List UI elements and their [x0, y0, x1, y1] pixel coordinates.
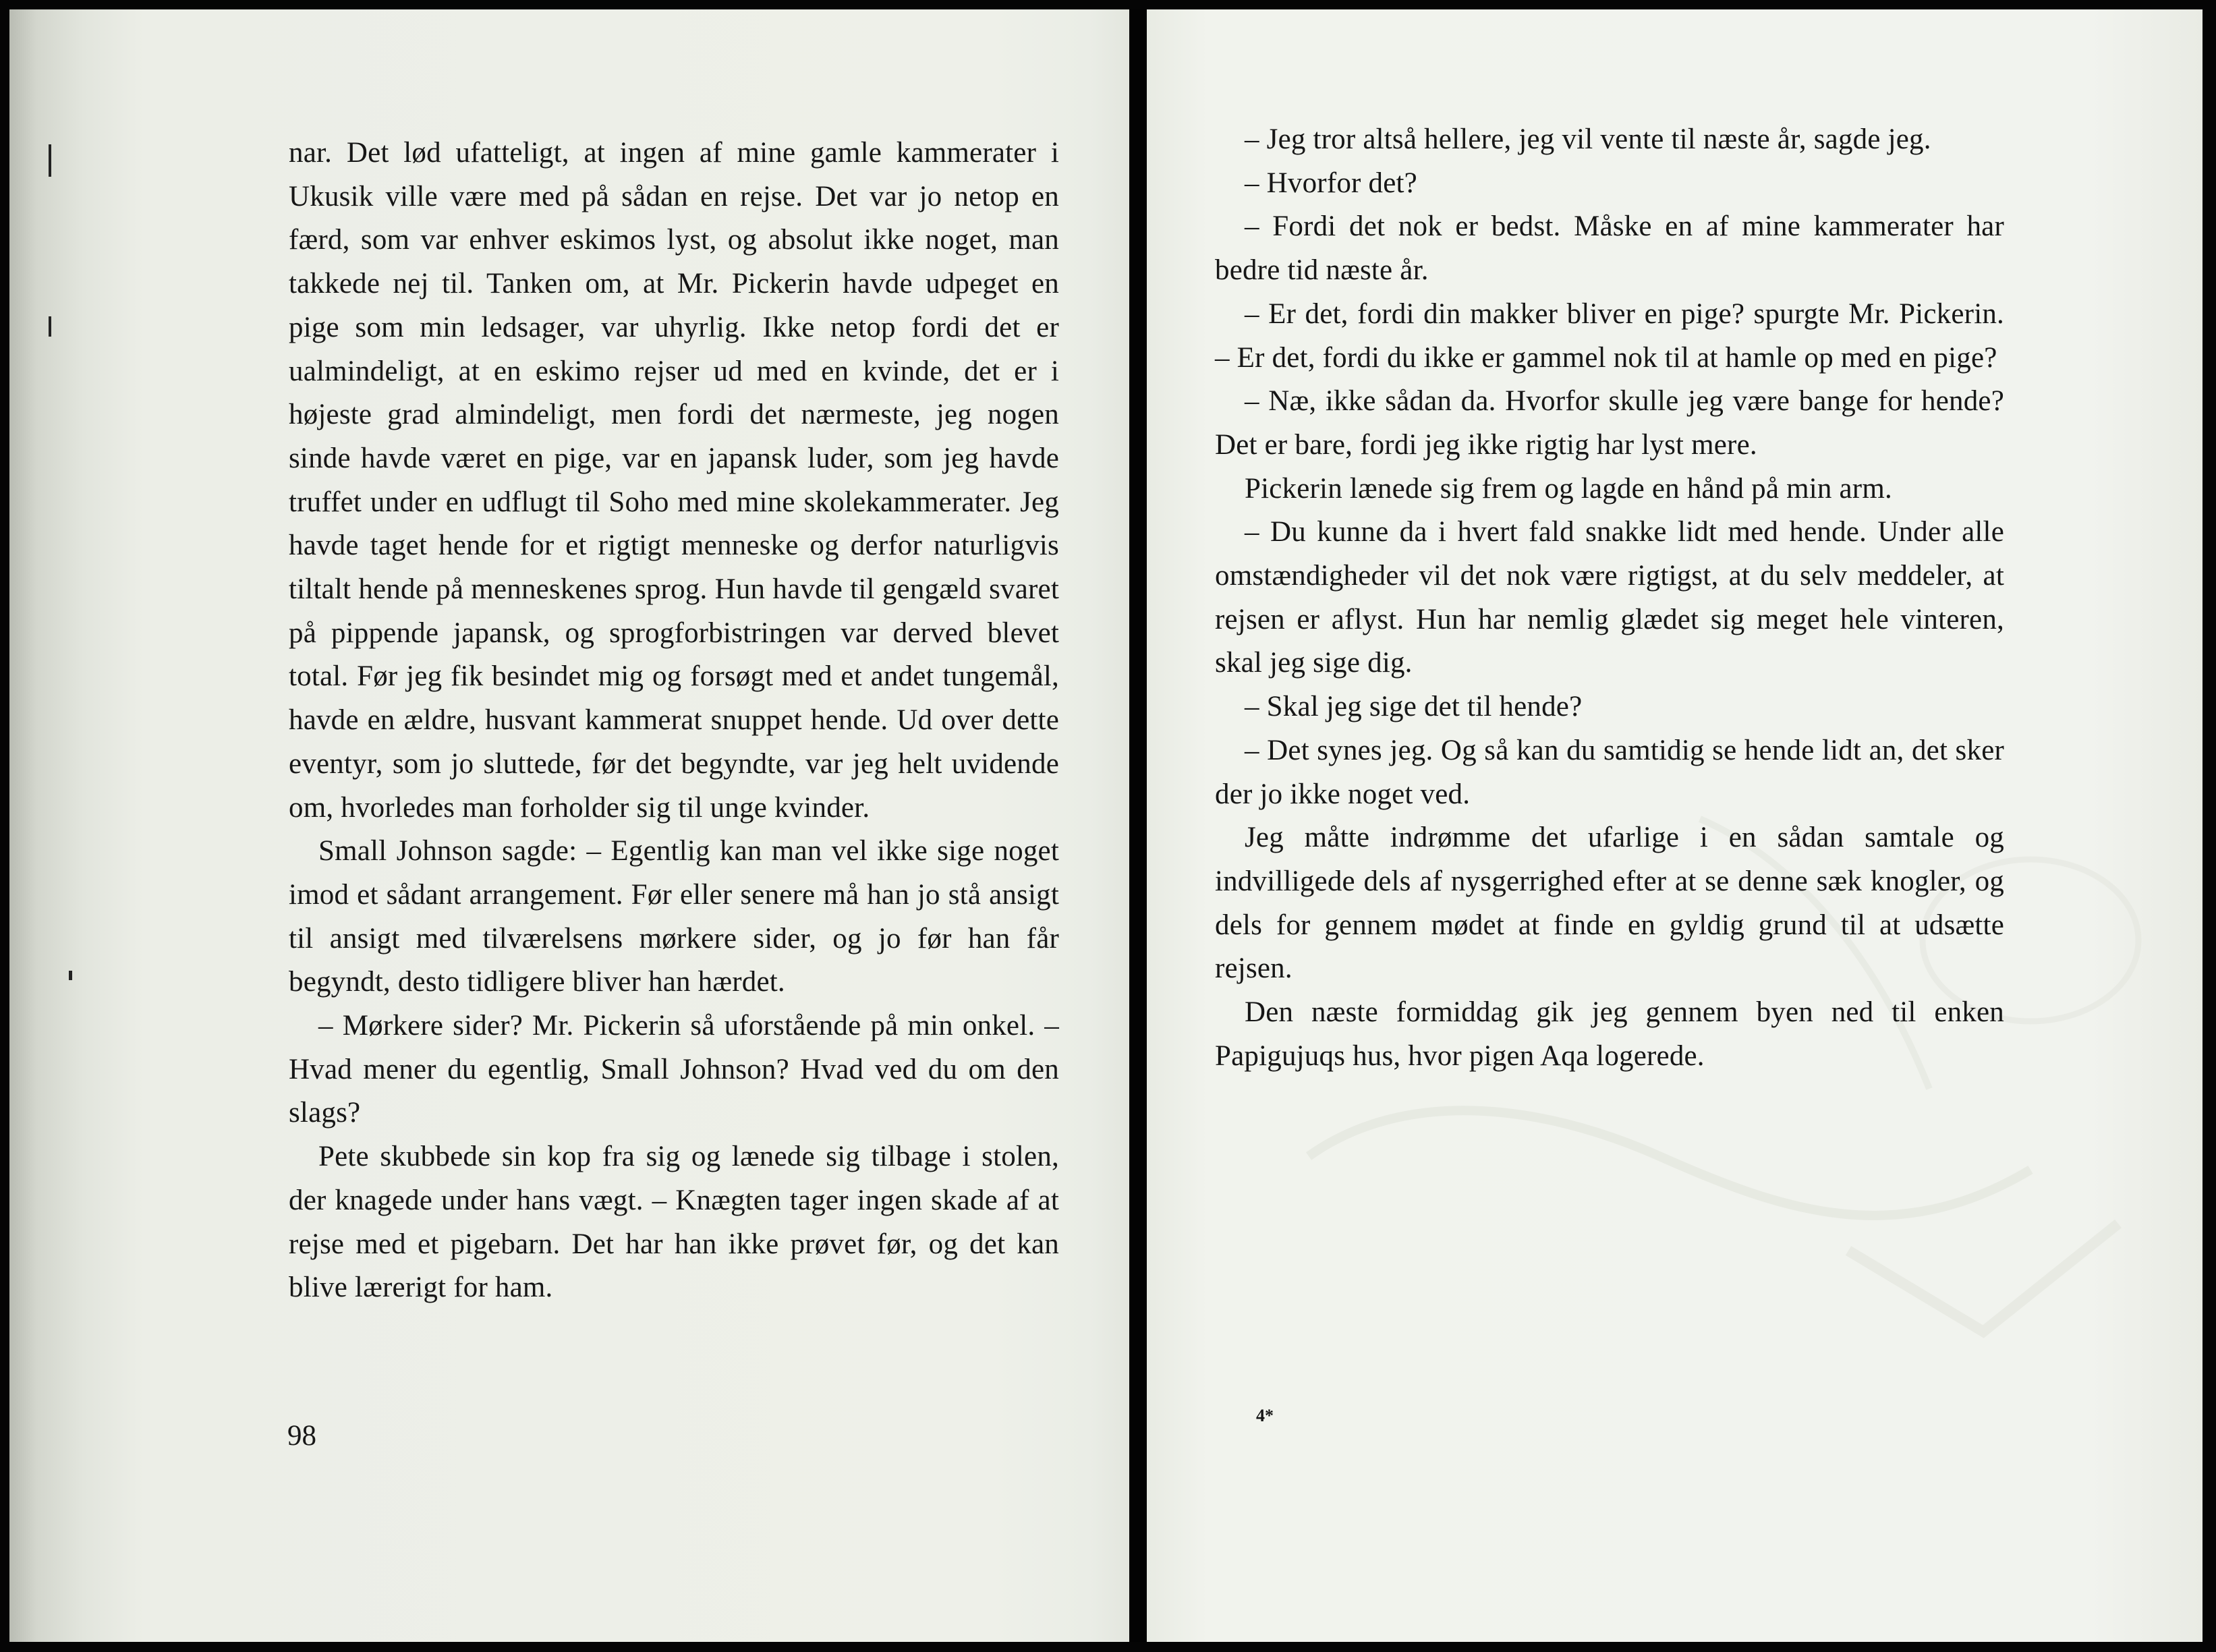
right-paragraph-11: Den næste formiddag gik jeg gennem byen ned til enken Papigujuqs hus, hvor pigen Aqa logerede. — [1215, 996, 2004, 1072]
book-gutter — [1129, 9, 1147, 1642]
right-page — [1147, 9, 2203, 1642]
edge-mark — [49, 144, 51, 177]
signature-mark: 4* — [1256, 1406, 1274, 1425]
left-page — [9, 9, 1129, 1642]
right-page-text — [1215, 118, 2004, 1078]
left-paragraph-1: nar. Det lød ufatteligt, at ingen af mine gamle kammerater i Ukusik ville være med på sådan en rejse. Det var jo netop en færd, som var enhver eskimos lyst, og absolut ikke noget, man takkede nej til. Tanken om, at Mr. Pickerin havde udpeget en pige som min ledsager, var uhyrlig. Ikke netop fordi det er ualmindeligt, at en eskimo rejser ud med en kvinde, det er i højeste grad almindeligt, men fordi det nærmeste, jeg nogen sinde havde været en pige, var en japansk luder, som jeg havde truffet under en udflugt til Soho med mine skolekammerater. Jeg havde taget hende for et rigtigt menneske og derfor naturligvis tiltalt hende på menneskenes sprog. Hun havde til gengæld svaret på pippende japansk, og sprogforbistringen var derved blevet total. Før jeg fik besindet mig og forsøgt med et andet tungemål, havde en ældre, husvant kammerat snuppet hende. Ud over dette eventyr, som jo sluttede, før det begyndte, var jeg helt uvidende om, hvorledes man forholder sig til unge kvinder. — [289, 137, 1059, 824]
left-paragraph-4: Pete skubbede sin kop fra sig og lænede sig tilbage i stolen, der knagede under hans vægt. – Knægten tager ingen skade af at rejse med et pigebarn. Det har han ikke prøvet før, og det kan blive lærerigt for ham. — [289, 1141, 1059, 1304]
right-paragraph-9: – Det synes jeg. Og så kan du samtidig se hende lidt an, det sker der jo ikke noget ved. — [1215, 734, 2004, 810]
left-paragraph-2: Small Johnson sagde: – Egentlig kan man vel ikke sige noget imod et sådant arrangement. Før eller senere må han jo stå ansigt til ansigt med tilværelsens mørkere sider, og jo før han får begyndt, desto tidligere bliver han hærdet. — [289, 835, 1059, 998]
right-paragraph-7: – Du kunne da i hvert fald snakke lidt med hende. Under alle omstændigheder vil det nok være rigtigst, at du selv meddeler, at rejsen er aflyst. Hun har nemlig glædet sig meget hele vinteren, skal jeg sige dig. — [1215, 516, 2004, 679]
page-number-left: 98 — [287, 1420, 316, 1452]
left-paragraph-3: – Mørkere sider? Mr. Pickerin så uforstående på min onkel. – Hvad mener du egentlig, Small Johnson? Hvad ved du om den slags? — [289, 1010, 1059, 1129]
left-page-text — [289, 132, 1059, 1310]
right-paragraph-5: – Næ, ikke sådan da. Hvorfor skulle jeg være bange for hende? Det er bare, fordi jeg ikke rigtig har lyst mere. — [1215, 385, 2004, 461]
right-paragraph-6: Pickerin lænede sig frem og lagde en hånd på min arm. — [1245, 472, 1892, 505]
right-paragraph-1: – Jeg tror altså hellere, jeg vil vente til næste år, sagde jeg. — [1245, 123, 1931, 155]
right-paragraph-4: – Er det, fordi din makker bliver en pige? spurgte Mr. Pickerin. – Er det, fordi du ikke er gammel nok til at hamle op med en pige? — [1215, 297, 2004, 374]
right-paragraph-8: – Skal jeg sige det til hende? — [1245, 691, 1583, 723]
right-paragraph-2: – Hvorfor det? — [1245, 167, 1417, 199]
right-paragraph-3: – Fordi det nok er bedst. Måske en af mine kammerater har bedre tid næste år. — [1215, 210, 2004, 287]
edge-mark — [69, 971, 72, 980]
edge-mark — [49, 316, 51, 337]
right-paragraph-10: Jeg måtte indrømme det ufarlige i en sådan samtale og indvilligede dels af nysgerrighed efter at se denne sæk knogler, og dels for gennem mødet at finde en gyldig grund til at udsætte rejsen. — [1215, 822, 2004, 985]
